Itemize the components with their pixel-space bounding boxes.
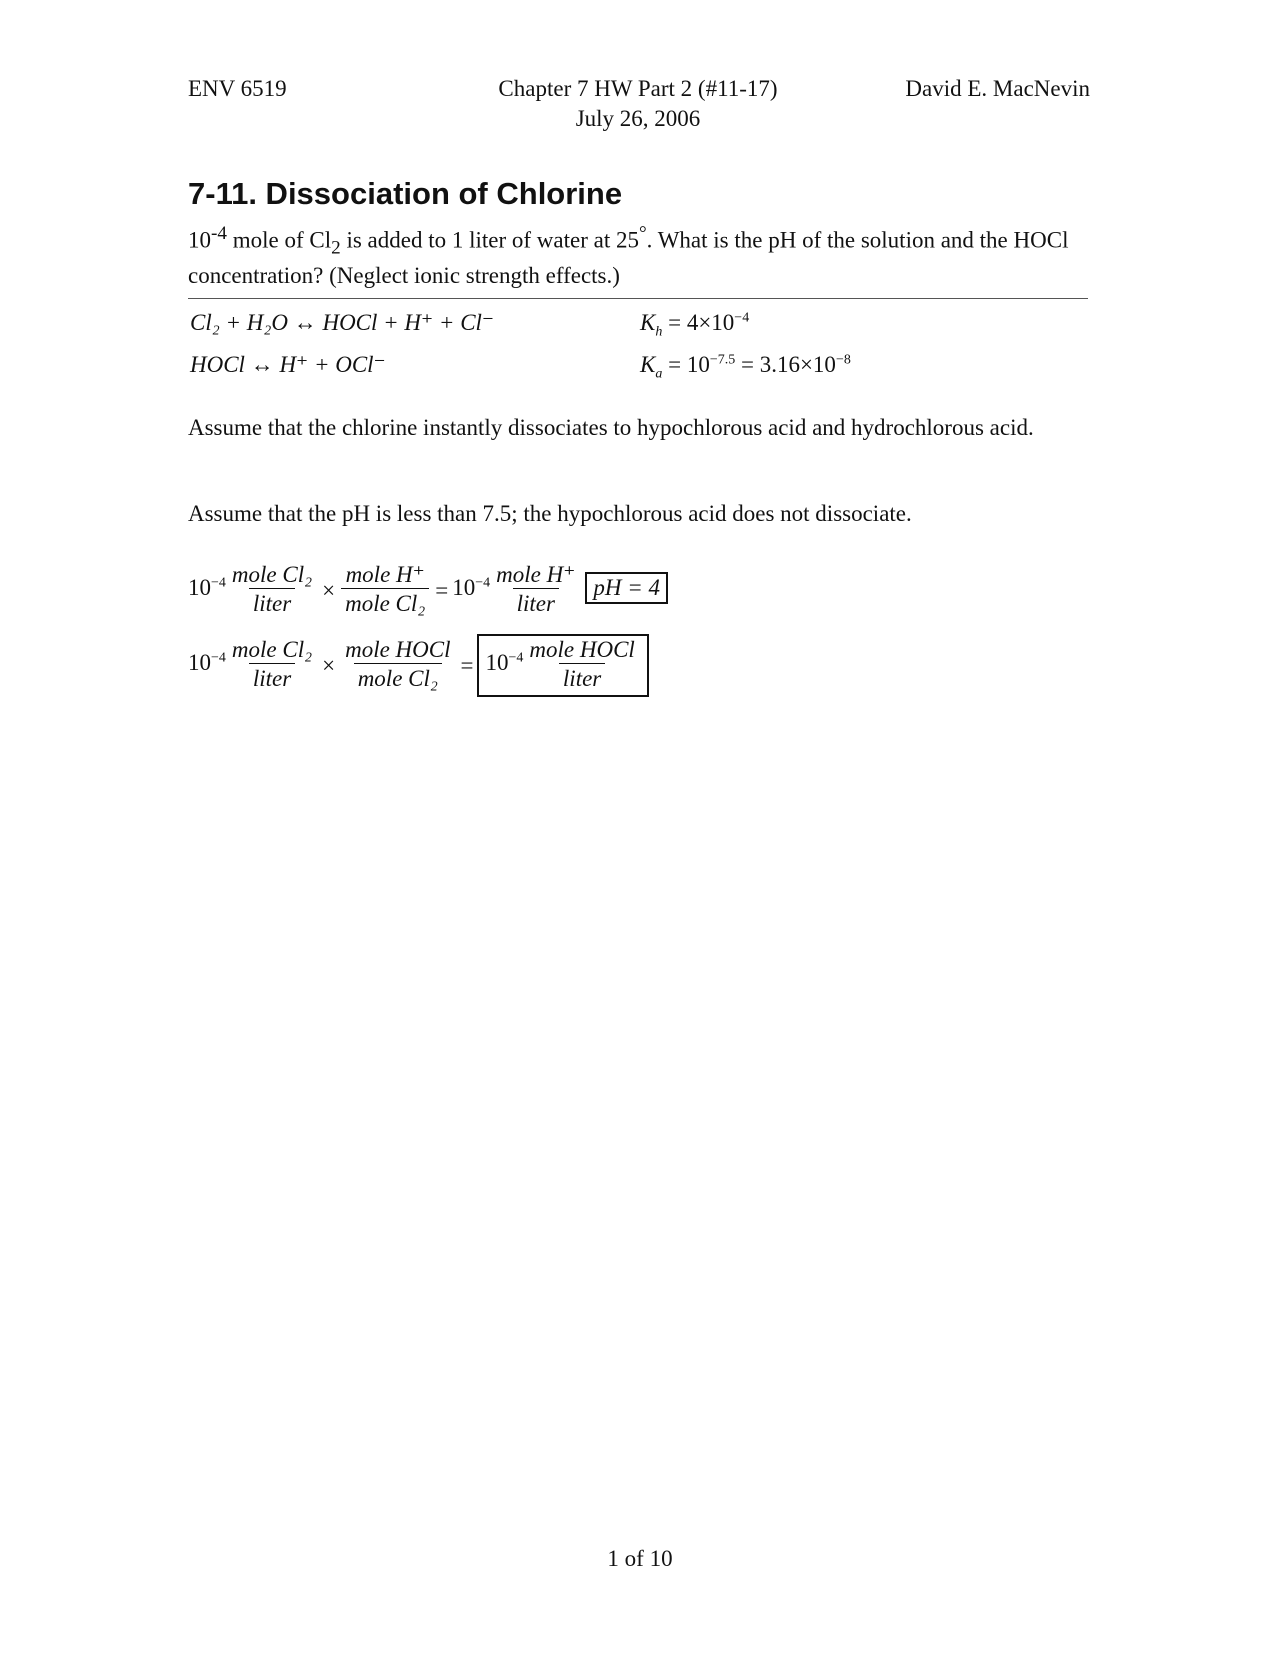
calc2-coef: $10^{-4}$ [188, 649, 226, 675]
problem-text-b: is added to 1 liter of water at 25 [340, 227, 639, 253]
header-chapter: Chapter 7 HW Part 2 (#11-17) [498, 76, 778, 101]
ka-value-2: = 3.16×10 [735, 352, 836, 377]
calc2-fraction-3: $\frac{\text{mole HOCl}}{\text{liter}}$ [525, 637, 638, 694]
kh-subscript: h [655, 324, 663, 340]
problem-text-a: mole of Cl [226, 227, 332, 253]
section-title: 7-11. Dissociation of Chlorine [188, 176, 623, 211]
calc1-coef: $10^{-4}$ [188, 574, 226, 600]
calc2-result-box [477, 634, 648, 697]
assumption-2: Assume that the pH is less than 7.5; the hypochlorous acid does not dissociate. [188, 501, 912, 526]
calc2-fraction-1: $\frac{\text{mole Cl₂}}{\text{liter}}$ [228, 637, 316, 694]
calc2-times: × [322, 652, 336, 678]
reaction-dissociation: HOCl ↔ H⁺ + OCl⁻ [190, 352, 386, 377]
calc1-fraction-3: $\frac{\text{mole H⁺}}{\text{liter}}$ [492, 562, 579, 619]
ka-subscript: a [655, 366, 663, 382]
ka-equation [640, 352, 851, 383]
header-course: ENV 6519 [188, 76, 287, 101]
problem-sub: 2 [331, 237, 341, 259]
kh-exponent: −4 [734, 310, 750, 326]
header-author: David E. MacNevin [905, 76, 1090, 101]
calculation-ph [188, 562, 668, 619]
header-center [388, 74, 888, 134]
assumption-1: Assume that the chlorine instantly dissociates to hypochlorous acid and hydrochlorous acid. [188, 415, 1034, 440]
ka-exponent-2: −8 [835, 352, 851, 368]
kh-symbol: K [640, 310, 656, 335]
kh-value: = 4×10 [662, 310, 735, 335]
problem-base: 10 [188, 227, 211, 253]
calc2-fraction-2: $\frac{\text{mole HOCl}}{\text{mole Cl₂}}$ [341, 637, 454, 694]
calc2-coef-2: $10^{-4}$ [485, 649, 524, 675]
calc1-result: pH = 4 [593, 574, 661, 600]
problem-text-c: . What is the pH of the solution and the HOCl concentration? (Neglect ionic strength effects.) [188, 227, 1069, 289]
problem-exp: -4 [211, 223, 227, 244]
calc2-equals: = [460, 652, 474, 678]
calculation-hocl [188, 634, 649, 697]
calc1-fraction-2: $\frac{\text{mole H⁺}}{\text{mole Cl₂}}$ [341, 562, 429, 619]
problem-statement [188, 220, 1088, 290]
calc1-fraction-1: $\frac{\text{mole Cl₂}}{\text{liter}}$ [228, 562, 316, 619]
calc1-equals: = [435, 577, 449, 603]
ka-exponent: −7.5 [709, 352, 736, 368]
calc1-times: × [322, 577, 336, 603]
kh-equation [640, 310, 749, 341]
ka-value: = 10 [662, 352, 710, 377]
page-number: 1 of 10 [607, 1546, 673, 1571]
reaction-hydrolysis: Cl₂ + H₂O ↔ HOCl + H⁺ + Cl⁻ [190, 310, 495, 335]
divider [188, 298, 1088, 299]
calc1-result-box [585, 572, 668, 604]
header-date: July 26, 2006 [575, 106, 701, 131]
problem-degree: ° [638, 223, 647, 244]
calc1-coef-2: $10^{-4}$ [452, 574, 491, 600]
ka-symbol: K [640, 352, 656, 377]
